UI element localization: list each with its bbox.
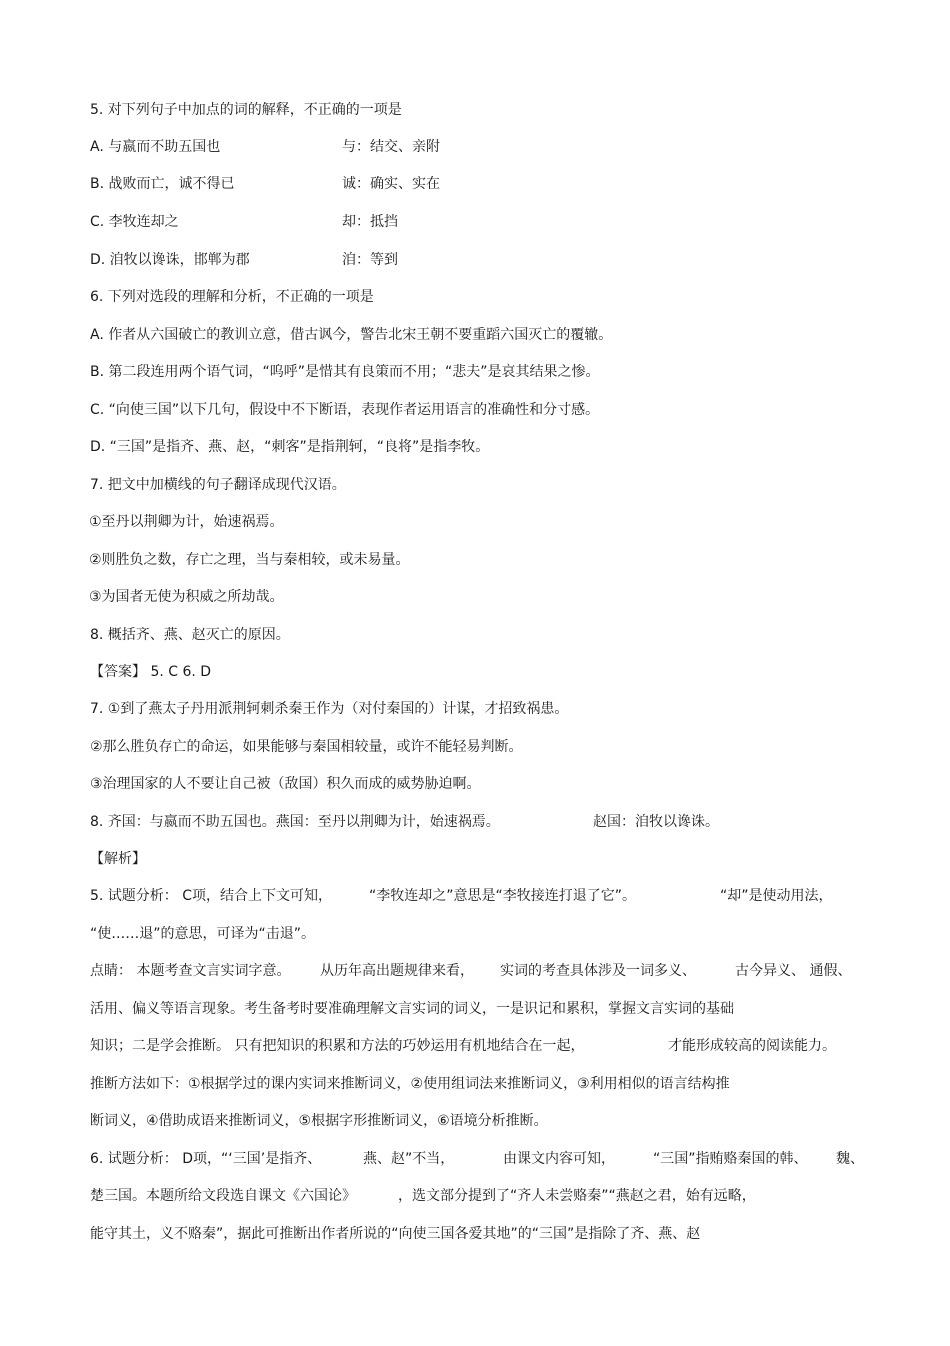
q7-item-2: ②则胜负之数，存亡之理，当与秦相较，或未易量。 — [89, 552, 410, 568]
answer-q8-part-2: 赵国：洎牧以谗诛。 — [593, 814, 719, 830]
answer-header: 【答案】 5. C 6. D — [90, 664, 212, 680]
q5-option-a-gloss: 与：结交、亲附 — [342, 139, 440, 155]
analysis-q6-line-1-e: 魏、 — [836, 1151, 864, 1167]
q5-option-d — [90, 250, 890, 270]
analysis-q6-line-3: 能守其土，义不赂秦”，据此可推断出作者所说的“向使三国各爱其地”的“三国”是指除了齐、燕、赵 — [90, 1226, 701, 1242]
q5-option-d-gloss: 洎：等到 — [342, 252, 398, 268]
answer-q7-line-1: 7. ①到了燕太子丹用派荆轲刺杀秦王作为（对付秦国的）计谋，才招致祸患。 — [90, 701, 569, 717]
analysis-tip-line-1-a: 点睛： 本题考查文言实词字意。 — [90, 963, 291, 979]
q7-stem: 7. 把文中加横线的句子翻译成现代汉语。 — [90, 477, 346, 493]
q7-item-3: ③为国者无使为积威之所劫哉。 — [89, 589, 284, 605]
answer-q8-part-1: 8. 齐国：与嬴而不助五国也。燕国：至丹以荆卿为计，始速祸焉。 — [90, 814, 500, 830]
analysis-tip-line-2: 活用、偏义等语言现象。考生备考时要准确理解文言实词的词义，一是识记和累积，掌握文言实词的基础 — [90, 1001, 734, 1017]
q5-option-d-sentence: D. 洎牧以谗诛，邯郸为郡 — [90, 252, 250, 268]
analysis-tip-line-4: 推断方法如下：①根据学过的课内实词来推断词义，②使用组词法来推断词义，③利用相似的语言结构推 — [90, 1076, 730, 1092]
analysis-q5-line-1-b: “李牧连却之”意思是“李牧接连打退了它”。 — [369, 888, 637, 904]
q5-option-a — [90, 137, 890, 157]
q6-option-b: B. 第二段连用两个语气词，“呜呼”是惜其有良策而不用；“悲夫”是哀其结果之惨。 — [90, 364, 600, 380]
analysis-q6-line-1-a: 6. 试题分析： D项，“‘三国’是指齐、 — [90, 1151, 322, 1167]
analysis-q6-line-1-d: “三国”指贿赂秦国的韩、 — [653, 1151, 808, 1167]
answer-q7-line-2: ②那么胜负存亡的命运，如果能够与秦国相较量，或许不能轻易判断。 — [90, 739, 523, 755]
q5-option-c-sentence: C. 李牧连却之 — [90, 214, 179, 230]
analysis-tip-line-3-b: 才能形成较高的阅读能力。 — [668, 1038, 836, 1054]
q6-option-a: A. 作者从六国破亡的教训立意，借古讽今，警告北宋王朝不要重蹈六国灭亡的覆辙。 — [90, 327, 613, 343]
analysis-tip-line-1-d: 古今异义、 通假、 — [735, 963, 852, 979]
analysis-q6-line-2-b: ，选文部分提到了“齐人未尝赂秦”“燕赵之君，始有远略， — [398, 1188, 756, 1204]
analysis-tip-line-5: 断词义，④借助成语来推断词义，⑤根据字形推断词义，⑥语境分析推断。 — [90, 1113, 548, 1129]
analysis-tip-line-3-a: 知识；二是学会推断。 只有把知识的积累和方法的巧妙运用有机地结合在一起， — [90, 1038, 585, 1054]
analysis-tip-line-3 — [90, 1036, 890, 1056]
analysis-q6-line-1 — [90, 1149, 890, 1169]
q8-stem: 8. 概括齐、燕、赵灭亡的原因。 — [90, 627, 290, 643]
answer-q8 — [90, 812, 890, 832]
q5-option-b-sentence: B. 战败而亡，诚不得已 — [90, 176, 235, 192]
analysis-q6-line-2-a: 楚三国。本题所给文段选自课文《六国论》 — [90, 1188, 356, 1204]
analysis-q5-line-1-c: “却”是使动用法， — [720, 888, 833, 904]
analysis-q6-line-1-b: 燕、赵”不当， — [363, 1151, 455, 1167]
q5-option-c — [90, 212, 890, 232]
analysis-q5-line-1 — [90, 886, 890, 906]
analysis-q6-line-2 — [90, 1186, 890, 1206]
q7-item-1: ①至丹以荆卿为计，始速祸焉。 — [89, 514, 284, 530]
q5-option-a-sentence: A. 与嬴而不助五国也 — [90, 139, 221, 155]
analysis-q6-line-1-c: 由课文内容可知， — [503, 1151, 615, 1167]
analysis-header: 【解析】 — [90, 851, 146, 867]
analysis-tip-line-1-b: 从历年高出题规律来看， — [320, 963, 474, 979]
q5-option-b — [90, 174, 890, 194]
analysis-q5-line-2: “使……退”的意思，可译为“击退”。 — [90, 926, 316, 942]
q5-option-b-gloss: 诚：确实、实在 — [342, 176, 440, 192]
q6-stem: 6. 下列对选段的理解和分析，不正确的一项是 — [90, 289, 374, 305]
q6-option-d: D. “三国”是指齐、燕、赵，“刺客”是指荆轲，“良将”是指李牧。 — [90, 439, 490, 455]
analysis-tip-line-1-c: 实词的考查具体涉及一词多义、 — [500, 963, 696, 979]
q5-stem: 5. 对下列句子中加点的词的解释，不正确的一项是 — [90, 102, 402, 118]
analysis-tip-line-1 — [90, 961, 890, 981]
analysis-q5-line-1-a: 5. 试题分析： C项，结合上下文可知， — [90, 888, 333, 904]
answer-q7-line-3: ③治理国家的人不要让自己被（敌国）积久而成的威势胁迫啊。 — [90, 776, 481, 792]
q5-option-c-gloss: 却：抵挡 — [342, 214, 398, 230]
q6-option-c: C. “向使三国”以下几句，假设中不下断语，表现作者运用语言的准确性和分寸感。 — [90, 402, 600, 418]
